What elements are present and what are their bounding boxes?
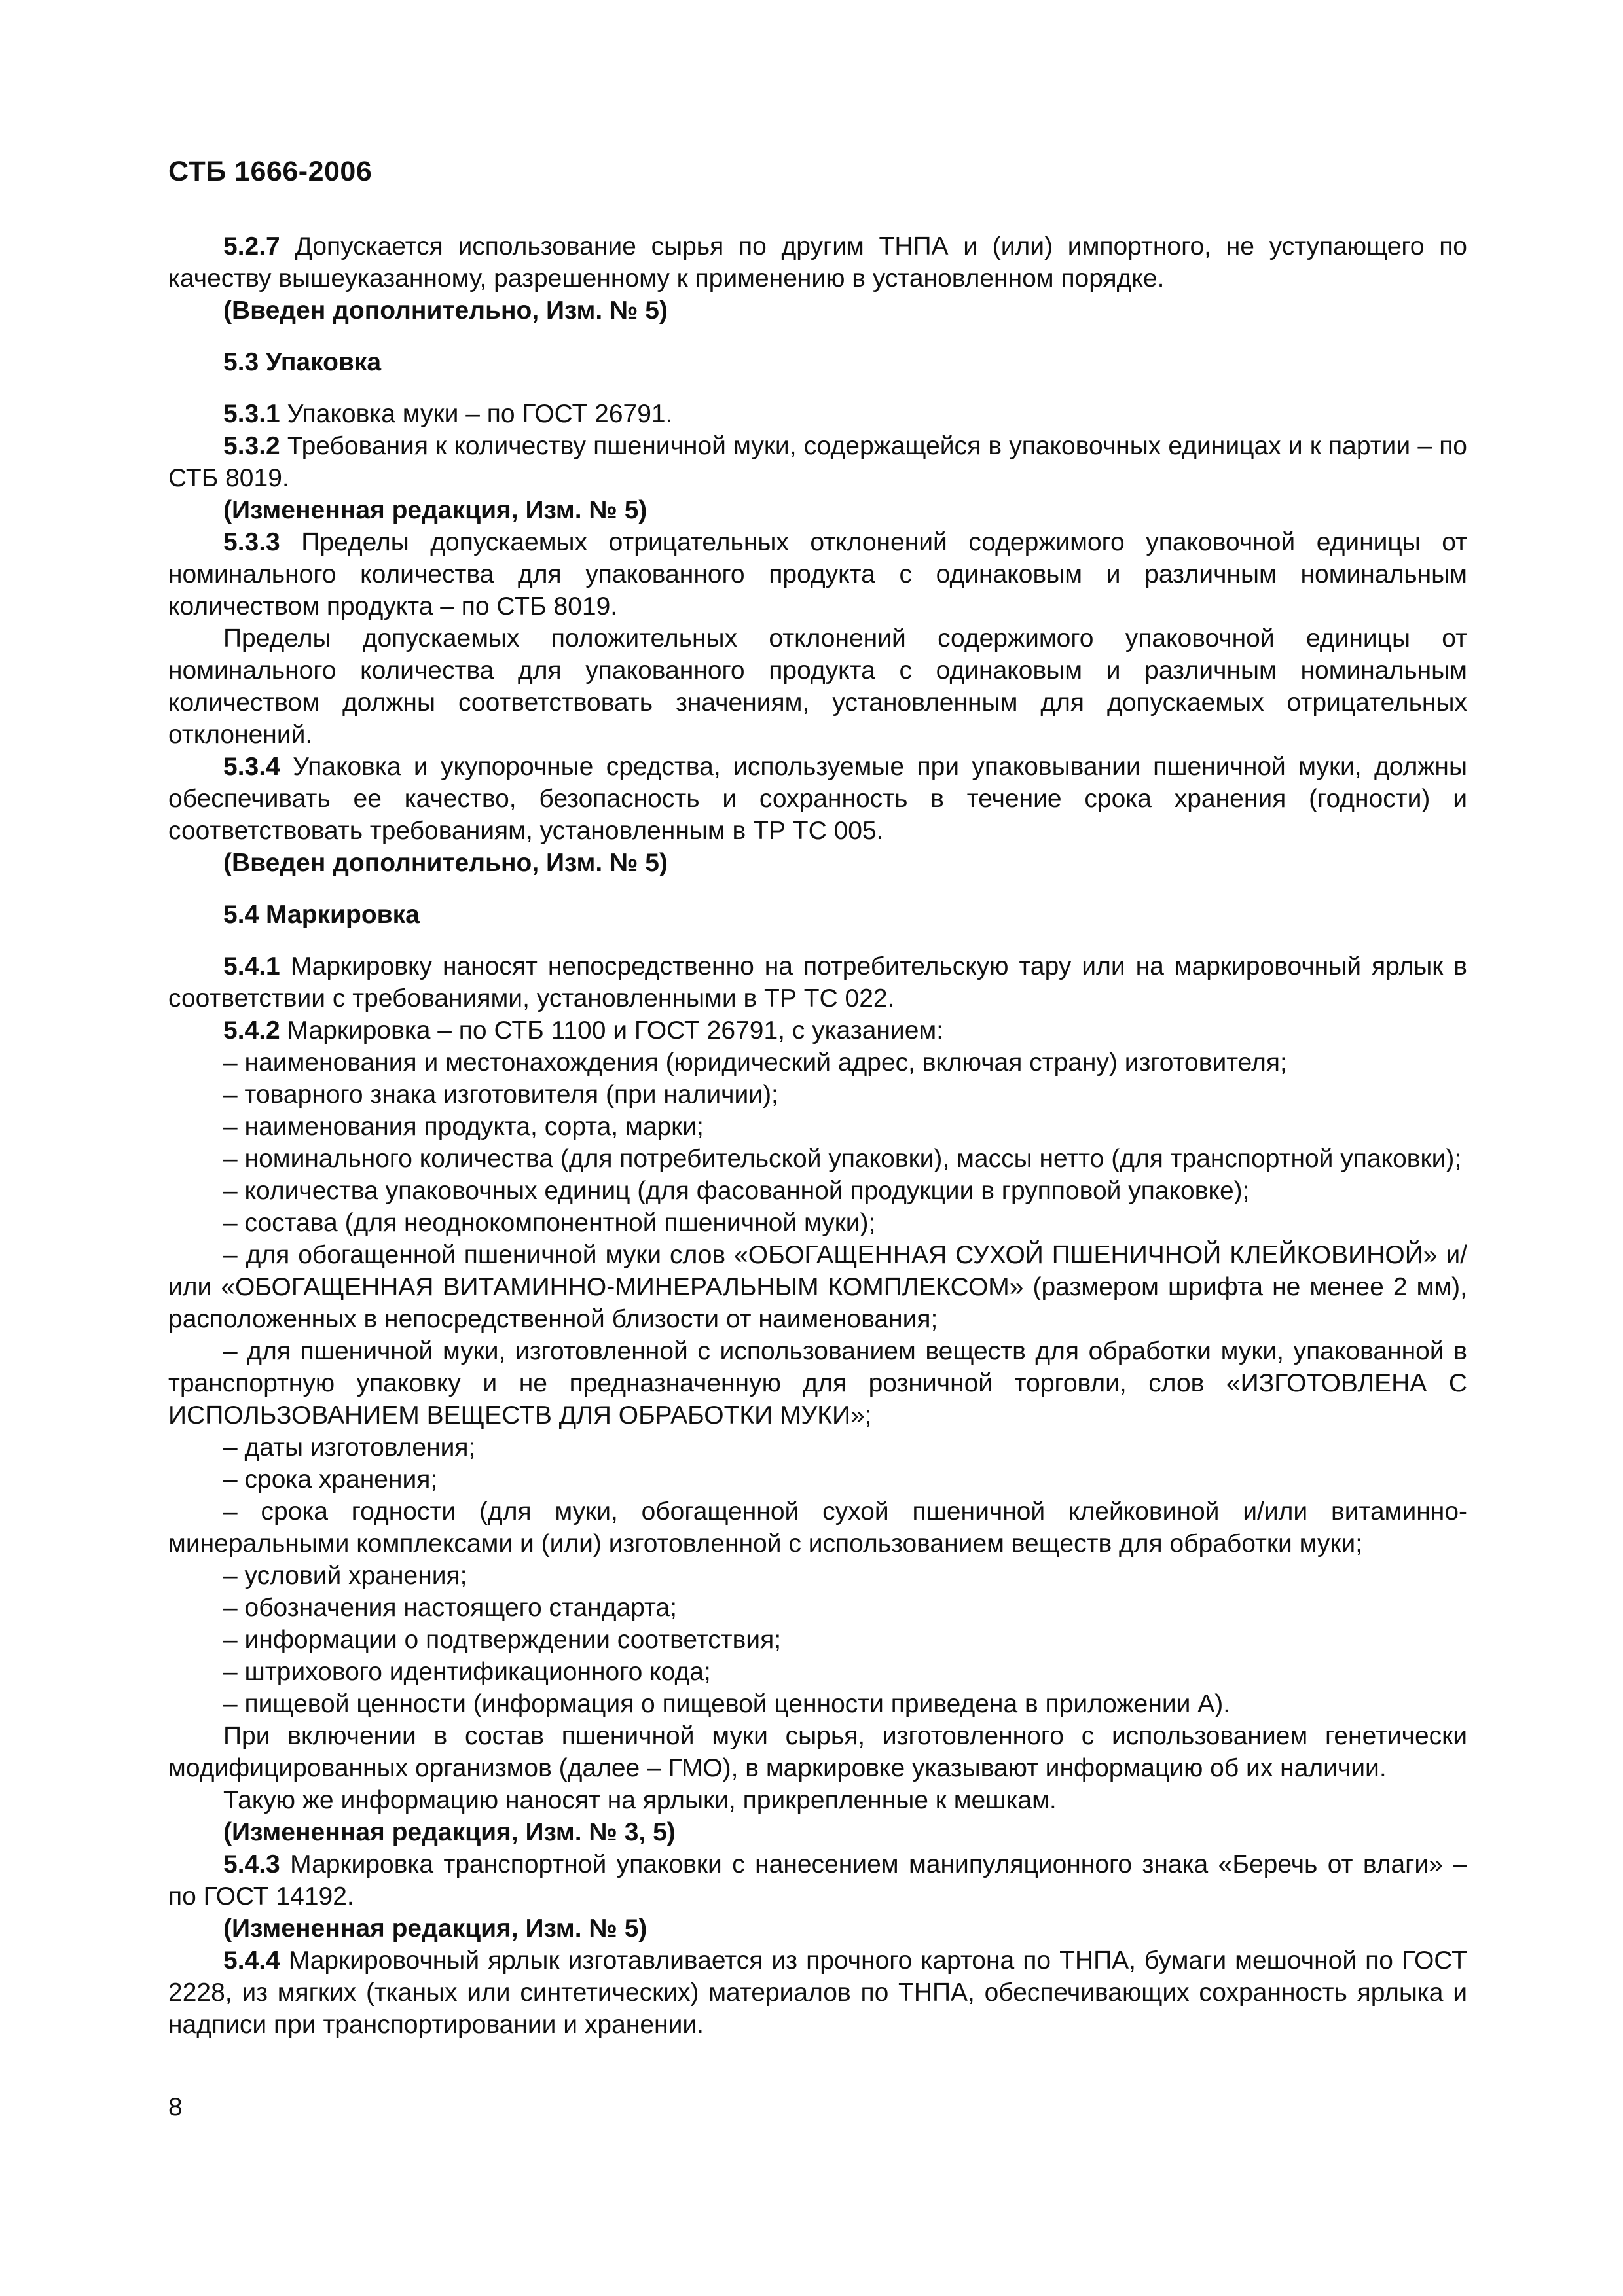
list-item: – для пшеничной муки, изготовленной с использованием веществ для обработки муки, упакованной в транспортную упаковку и не предназначенную для розничной торговли, слов «ИЗГОТОВЛЕНА С ИСПОЛЬЗОВАНИЕМ ВЕЩЕСТВ ДЛЯ ОБРАБОТКИ МУКИ»; <box>168 1337 1467 1429</box>
clause-5-3-3 <box>168 526 1467 622</box>
gmo-paragraph: При включении в состав пшеничной муки сырья, изготовленного с использованием генетически модифицированных организмов (далее – ГМО), в маркировке указывают информацию об их наличии. <box>168 1722 1467 1782</box>
clause-number: 5.3.3 <box>223 528 280 556</box>
clause-text: Упаковка муки – по ГОСТ 26791. <box>280 400 673 428</box>
list-item: – пищевой ценности (информация о пищевой ценности приведена в приложении А). <box>223 1690 1231 1718</box>
clause-number: 5.3.1 <box>223 400 280 428</box>
document-body <box>168 230 1467 2041</box>
clause-5-2-7 <box>168 230 1467 295</box>
clause-text: Требования к количеству пшеничной муки, содержащейся в упаковочных единицах и к партии – по СТБ 8019. <box>168 432 1467 492</box>
section-heading-5-4: 5.4 Маркировка <box>223 901 420 929</box>
clause-5-3-3-continuation: Пределы допускаемых положительных отклонений содержимого упаковочной единицы от номинального количества для упакованного продукта с одинаковым и различным номинальным количеством должны соответствовать значениям, установленным для допускаемых отрицательных отклонений. <box>168 624 1467 749</box>
clause-number: 5.2.7 <box>223 232 280 260</box>
amendment-note: (Введен дополнительно, Изм. № 5) <box>223 296 668 325</box>
document-code-header: СТБ 1666-2006 <box>168 156 373 187</box>
clause-5-4-1 <box>168 950 1467 1014</box>
clause-5-3-4 <box>168 751 1467 847</box>
amendment-note: (Измененная редакция, Изм. № 5) <box>223 496 647 524</box>
list-item: – штрихового идентификационного кода; <box>223 1658 711 1686</box>
clause-number: 5.4.4 <box>223 1946 280 1975</box>
list-item: – для обогащенной пшеничной муки слов «ОБОГАЩЕННАЯ СУХОЙ ПШЕНИЧНОЙ КЛЕЙКОВИНОЙ» и/или «ОБОГАЩЕННАЯ ВИТАМИННО-МИНЕРАЛЬНЫМ КОМПЛЕКСОМ» (размером шрифта не менее 2 мм), расположенных в непосредственной близости от наименования; <box>168 1241 1467 1333</box>
list-item: – информации о подтверждении соответствия; <box>223 1626 782 1654</box>
list-item: – номинального количества (для потребительской упаковки), массы нетто (для транспортной упаковки); <box>223 1145 1462 1173</box>
list-item: – условий хранения; <box>223 1562 467 1590</box>
clause-text: Допускается использование сырья по другим ТНПА и (или) импортного, не уступающего по качеству вышеуказанному, разрешенному к применению в установленном порядке. <box>168 232 1467 293</box>
clause-text: Маркировку наносят непосредственно на потребительскую тару или на маркировочный ярлык в соответствии с требованиями, установленными в ТР ТС 022. <box>168 952 1467 1013</box>
amendment-note: (Измененная редакция, Изм. № 3, 5) <box>223 1818 676 1846</box>
clause-text: Маркировка транспортной упаковки с нанесением манипуляционного знака «Беречь от влаги» – по ГОСТ 14192. <box>168 1850 1467 1910</box>
list-item: – наименования продукта, сорта, марки; <box>223 1113 704 1141</box>
clause-5-4-3 <box>168 1848 1467 1912</box>
tags-paragraph: Такую же информацию наносят на ярлыки, прикрепленные к мешкам. <box>223 1786 1057 1814</box>
list-item: – обозначения настоящего стандарта; <box>223 1594 677 1622</box>
clause-number: 5.3.4 <box>223 753 280 781</box>
section-heading-5-3: 5.3 Упаковка <box>223 348 382 376</box>
list-item: – товарного знака изготовителя (при наличии); <box>223 1081 778 1109</box>
clause-number: 5.4.3 <box>223 1850 280 1878</box>
clause-text: Пределы допускаемых отрицательных отклонений содержимого упаковочной единицы от номинального количества для упакованного продукта с одинаковым и различным номинальным количеством продукта – по СТБ 8019. <box>168 528 1467 620</box>
list-item: – срока годности (для муки, обогащенной сухой пшеничной клейковиной и/или витаминно-минеральными комплексами и (или) изготовленной с использованием веществ для обработки муки; <box>168 1498 1467 1558</box>
amendment-note: (Введен дополнительно, Изм. № 5) <box>223 849 668 877</box>
clause-5-3-2 <box>168 430 1467 494</box>
list-item: – количества упаковочных единиц (для фасованной продукции в групповой упаковке); <box>223 1177 1250 1205</box>
list-item: – срока хранения; <box>223 1465 438 1494</box>
clause-number: 5.3.2 <box>223 432 280 460</box>
list-item: – состава (для неоднокомпонентной пшеничной муки); <box>223 1209 876 1237</box>
clause-5-4-2 <box>168 1014 1467 1047</box>
clause-number: 5.4.1 <box>223 952 280 980</box>
clause-5-3-1 <box>168 398 1467 430</box>
clause-number: 5.4.2 <box>223 1016 280 1045</box>
amendment-note: (Измененная редакция, Изм. № 5) <box>223 1914 647 1943</box>
clause-text: Маркировка – по СТБ 1100 и ГОСТ 26791, с указанием: <box>280 1016 944 1045</box>
clause-5-4-4 <box>168 1945 1467 2041</box>
list-item: – наименования и местонахождения (юридический адрес, включая страну) изготовителя; <box>223 1049 1287 1077</box>
clause-text: Упаковка и укупорочные средства, используемые при упаковывании пшеничной муки, должны обеспечивать ее качество, безопасность и сохранность в течение срока хранения (годности) и соответствовать требованиям, установленным в ТР ТС 005. <box>168 753 1467 845</box>
list-item: – даты изготовления; <box>223 1433 476 1462</box>
page-number: 8 <box>168 2093 183 2121</box>
clause-text: Маркировочный ярлык изготавливается из прочного картона по ТНПА, бумаги мешочной по ГОСТ 2228, из мягких (тканых или синтетических) материалов по ТНПА, обеспечивающих сохранность ярлыка и надписи при транспортировании и хранении. <box>168 1946 1467 2039</box>
